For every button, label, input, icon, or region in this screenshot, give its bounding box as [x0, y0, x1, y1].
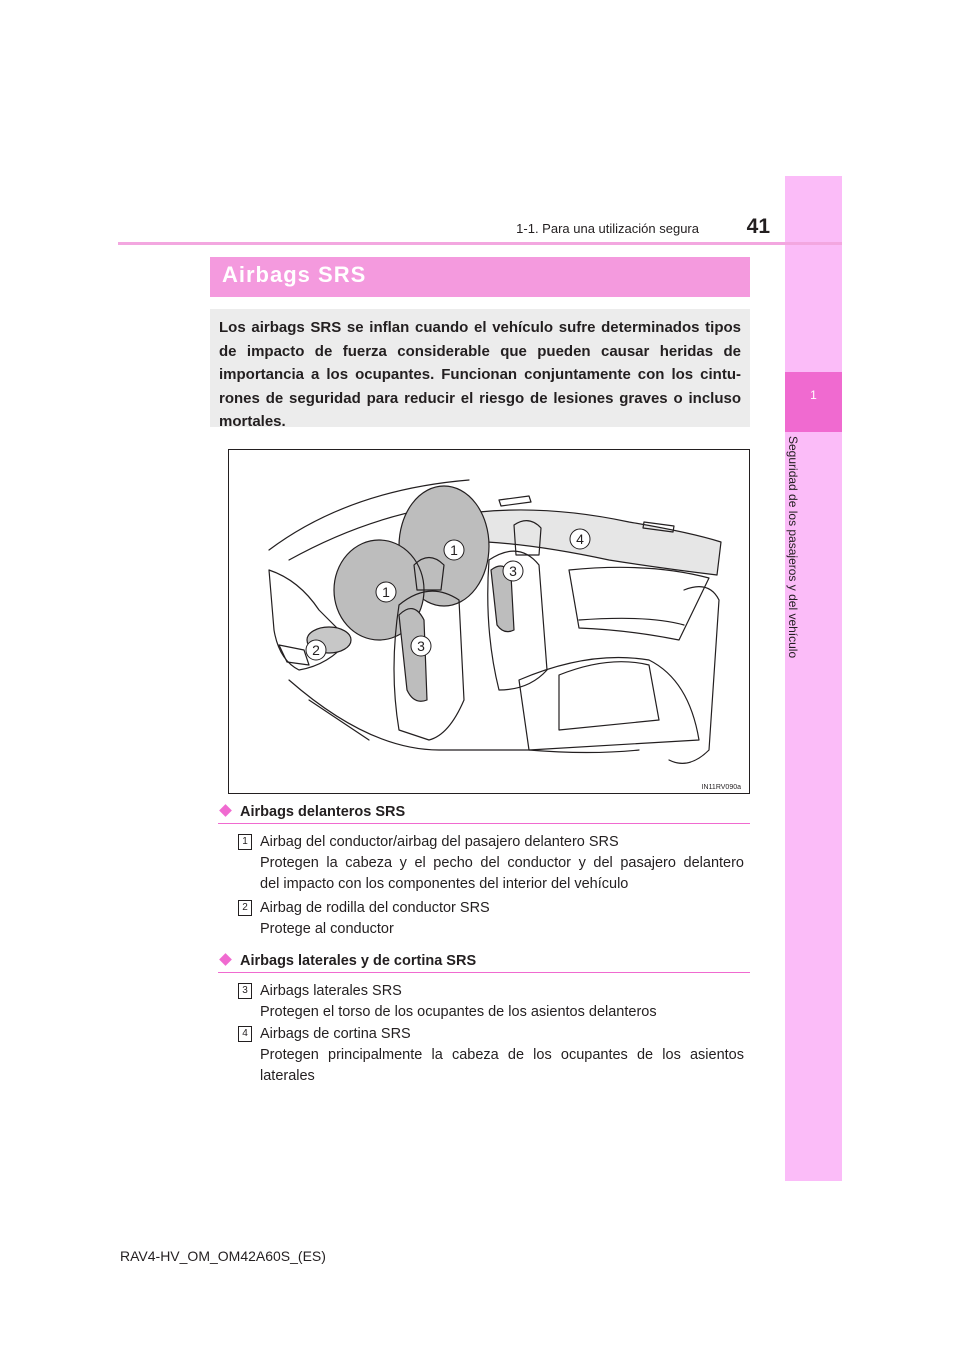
section-rule	[218, 823, 750, 824]
svg-text:2: 2	[312, 642, 320, 658]
intro-line: mortales.	[219, 413, 286, 430]
item-curtain-airbag	[260, 1024, 744, 1087]
item-side-airbag	[260, 981, 744, 1023]
chapter-title-vertical	[786, 436, 806, 686]
item-number-badge: 2	[238, 900, 252, 916]
intro-line: rones de seguridad para reducir el riesgo de lesiones graves o incluso	[219, 389, 741, 407]
item-title: Airbag del conductor/airbag del pasajero delantero SRS	[260, 834, 619, 850]
intro-box	[210, 309, 750, 430]
section-heading-text: Airbags delanteros SRS	[240, 804, 406, 820]
section-heading-text: Airbags laterales y de cortina SRS	[240, 953, 477, 969]
intro-line: Los airbags SRS se inflan cuando el vehículo sufre determinados tipos	[219, 319, 741, 336]
item-desc-line: del impacto con los componentes del interior del vehículo	[260, 876, 629, 892]
intro-line: importancia a los ocupantes. Funcionan conjuntamente con los cintu-	[219, 366, 741, 383]
item-desc-line: Protegen el torso de los ocupantes de los asientos delanteros	[260, 1004, 657, 1020]
diamond-icon	[219, 804, 232, 817]
callout-1-passenger	[444, 540, 464, 560]
item-desc-line: Protegen principalmente la cabeza de los ocupantes de los asientos	[260, 1047, 744, 1063]
item-front-airbag	[260, 832, 744, 895]
section-header: 1-1. Para una utilización segura	[516, 221, 699, 236]
callout-3-driver-side	[411, 636, 431, 656]
item-desc-line: Protege al conductor	[260, 921, 394, 937]
chapter-tab	[785, 372, 842, 432]
svg-text:3: 3	[417, 638, 425, 654]
section-heading-front	[218, 804, 405, 820]
header-rule	[118, 242, 842, 245]
item-title: Airbags de cortina SRS	[260, 1026, 411, 1042]
chapter-number: 1	[810, 388, 817, 402]
callout-4-curtain	[570, 529, 590, 549]
intro-line: de impacto de fuerza considerable que pueden causar heridas de	[219, 342, 741, 360]
airbag-illustration	[228, 449, 750, 794]
callout-1-driver	[376, 582, 396, 602]
section-rule	[218, 972, 750, 973]
figure-code: IN11RV090a	[701, 784, 741, 791]
callout-2-knee	[306, 640, 326, 660]
item-knee-airbag	[260, 898, 744, 940]
callout-3-passenger-side	[503, 561, 523, 581]
item-desc-line: Protegen la cabeza y el pecho del conductor y del pasajero delantero	[260, 855, 744, 871]
page-title: Airbags SRS	[222, 262, 367, 287]
svg-text:1: 1	[382, 584, 390, 600]
car-interior-drawing	[229, 450, 749, 793]
item-number-badge: 3	[238, 983, 252, 999]
item-title: Airbag de rodilla del conductor SRS	[260, 900, 490, 916]
svg-text:1: 1	[450, 542, 458, 558]
item-desc-line: laterales	[260, 1068, 315, 1084]
item-title: Airbags laterales SRS	[260, 983, 402, 999]
page-number: 41	[746, 215, 770, 238]
svg-text:4: 4	[576, 531, 584, 547]
diamond-icon	[219, 953, 232, 966]
footer-code: RAV4-HV_OM_OM42A60S_(ES)	[120, 1248, 326, 1264]
item-number-badge: 1	[238, 834, 252, 850]
chapter-title: Seguridad de los pasajeros y del vehículo	[786, 436, 800, 659]
item-number-badge: 4	[238, 1026, 252, 1042]
svg-text:3: 3	[509, 563, 517, 579]
section-heading-side	[218, 953, 476, 969]
